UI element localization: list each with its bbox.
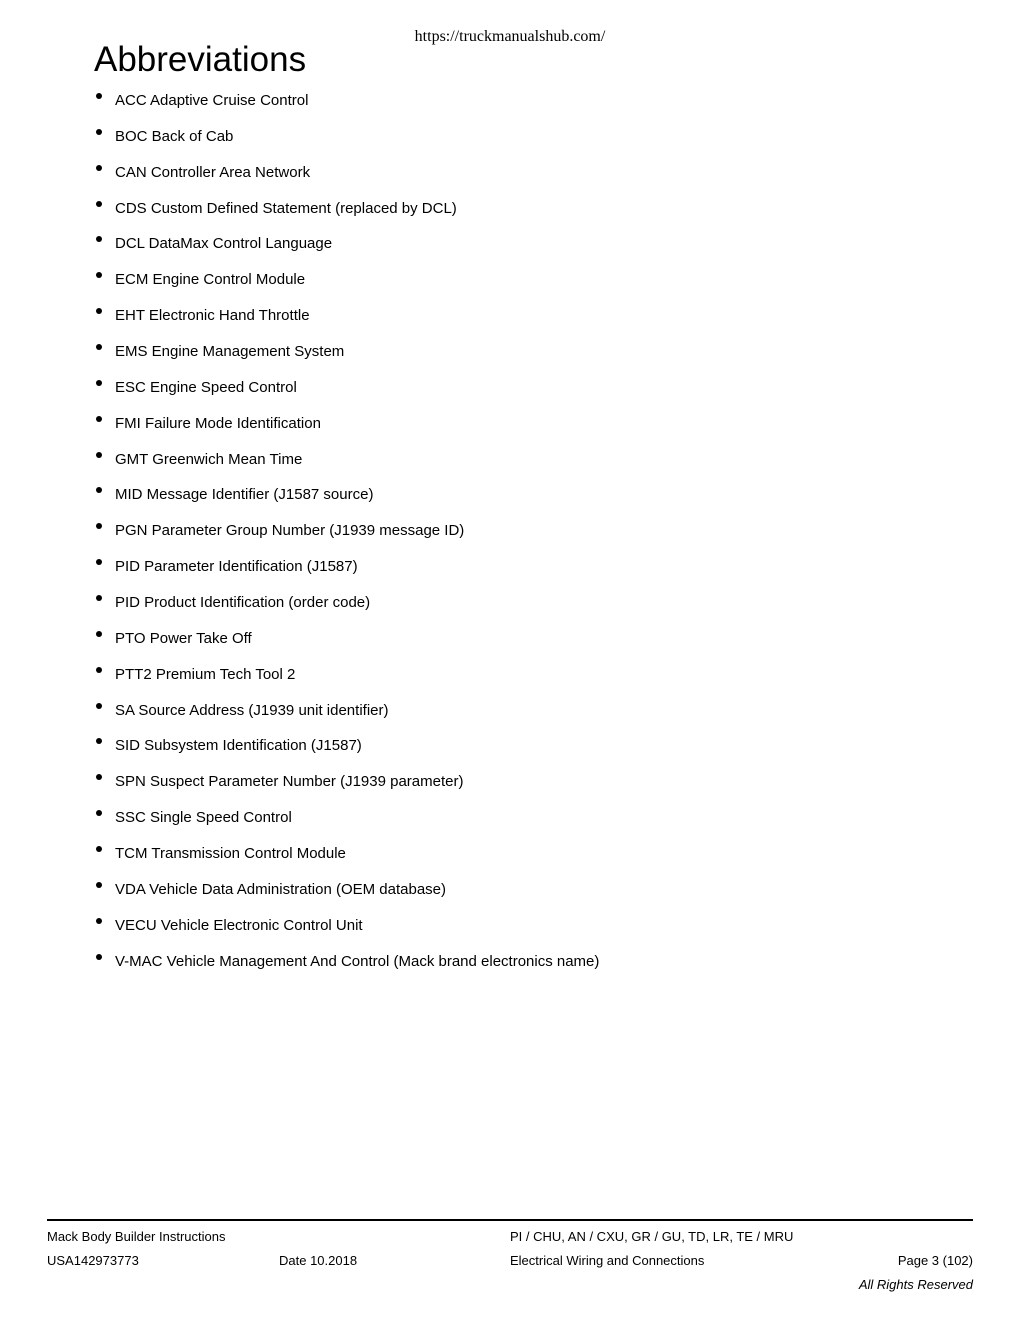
footer-divider bbox=[47, 1219, 973, 1221]
bullet-icon bbox=[96, 344, 102, 350]
abbreviation-item bbox=[94, 231, 599, 267]
abbreviation-text: MID Message Identifier (J1587 source) bbox=[115, 486, 374, 504]
bullet-icon bbox=[96, 93, 102, 99]
bullet-icon bbox=[96, 416, 102, 422]
footer-rights: All Rights Reserved bbox=[858, 1277, 973, 1292]
abbreviation-item bbox=[94, 375, 599, 411]
bullet-icon bbox=[96, 201, 102, 207]
abbreviation-item bbox=[94, 841, 599, 877]
abbreviation-text: VECU Vehicle Electronic Control Unit bbox=[115, 916, 363, 934]
bullet-icon bbox=[96, 487, 102, 493]
abbreviation-item bbox=[94, 303, 599, 339]
abbreviation-text: PTO Power Take Off bbox=[115, 629, 252, 647]
abbreviation-text: VDA Vehicle Data Administration (OEM database) bbox=[115, 880, 446, 898]
abbreviation-item bbox=[94, 447, 599, 483]
bullet-icon bbox=[96, 452, 102, 458]
abbreviation-item bbox=[94, 339, 599, 375]
abbreviation-text: TCM Transmission Control Module bbox=[115, 845, 346, 863]
abbreviation-item bbox=[94, 482, 599, 518]
abbreviation-text: DCL DataMax Control Language bbox=[115, 235, 333, 253]
abbreviation-item bbox=[94, 590, 599, 626]
bullet-icon bbox=[96, 595, 102, 601]
abbreviation-item bbox=[94, 124, 599, 160]
abbreviation-text: PID Parameter Identification (J1587) bbox=[115, 558, 358, 576]
bullet-icon bbox=[96, 954, 102, 960]
abbreviation-text: EHT Electronic Hand Throttle bbox=[115, 307, 310, 325]
abbreviation-item bbox=[94, 626, 599, 662]
bullet-icon bbox=[96, 272, 102, 278]
abbreviation-item bbox=[94, 196, 599, 232]
abbreviation-item bbox=[94, 267, 599, 303]
abbreviation-text: FMI Failure Mode Identification bbox=[115, 414, 321, 432]
abbreviation-text: SA Source Address (J1939 unit identifier) bbox=[115, 701, 389, 719]
abbreviation-item bbox=[94, 160, 599, 196]
bullet-icon bbox=[96, 165, 102, 171]
bullet-icon bbox=[96, 129, 102, 135]
footer-section: Electrical Wiring and Connections bbox=[510, 1253, 705, 1268]
abbreviation-text: CDS Custom Defined Statement (replaced by DCL) bbox=[115, 199, 457, 217]
abbreviation-text: PID Product Identification (order code) bbox=[115, 594, 371, 612]
abbreviation-item bbox=[94, 805, 599, 841]
watermark-url: https://truckmanualshub.com/ bbox=[414, 28, 606, 45]
bullet-icon bbox=[96, 667, 102, 673]
abbreviation-item bbox=[94, 518, 599, 554]
abbreviation-text: V-MAC Vehicle Management And Control (Mack brand electronics name) bbox=[115, 952, 600, 970]
abbreviation-item bbox=[94, 877, 599, 913]
bullet-icon bbox=[96, 774, 102, 780]
bullet-icon bbox=[96, 810, 102, 816]
bullet-icon bbox=[96, 738, 102, 744]
footer-document-number: USA142973773 bbox=[47, 1253, 139, 1268]
bullet-icon bbox=[96, 918, 102, 924]
abbreviation-item bbox=[94, 769, 599, 805]
abbreviation-item bbox=[94, 949, 599, 985]
abbreviation-item bbox=[94, 88, 599, 124]
bullet-icon bbox=[96, 308, 102, 314]
abbreviation-text: PGN Parameter Group Number (J1939 message ID) bbox=[115, 522, 465, 540]
abbreviation-list bbox=[94, 88, 599, 984]
abbreviation-text: SSC Single Speed Control bbox=[115, 809, 292, 827]
bullet-icon bbox=[96, 236, 102, 242]
bullet-icon bbox=[96, 380, 102, 386]
footer-publication: Mack Body Builder Instructions bbox=[47, 1229, 226, 1244]
abbreviation-text: ECM Engine Control Module bbox=[115, 271, 306, 289]
bullet-icon bbox=[96, 559, 102, 565]
abbreviation-text: CAN Controller Area Network bbox=[115, 163, 311, 181]
footer-models: PI / CHU, AN / CXU, GR / GU, TD, LR, TE / MRU bbox=[510, 1229, 794, 1244]
abbreviation-item bbox=[94, 913, 599, 949]
abbreviation-text: ACC Adaptive Cruise Control bbox=[115, 92, 309, 109]
abbreviation-item bbox=[94, 554, 599, 590]
abbreviation-item bbox=[94, 698, 599, 734]
abbreviation-item bbox=[94, 662, 599, 698]
abbreviation-text: BOC Back of Cab bbox=[115, 127, 234, 145]
abbreviation-text: SPN Suspect Parameter Number (J1939 parameter) bbox=[115, 773, 464, 791]
footer-page-number: Page 3 (102) bbox=[897, 1253, 973, 1268]
abbreviation-text: PTT2 Premium Tech Tool 2 bbox=[115, 665, 296, 683]
page-title: Abbreviations bbox=[94, 40, 307, 79]
abbreviation-item bbox=[94, 411, 599, 447]
abbreviation-item bbox=[94, 733, 599, 769]
abbreviation-text: GMT Greenwich Mean Time bbox=[115, 450, 303, 468]
abbreviation-text: ESC Engine Speed Control bbox=[115, 378, 297, 396]
abbreviation-text: EMS Engine Management System bbox=[115, 343, 345, 361]
bullet-icon bbox=[96, 631, 102, 637]
bullet-icon bbox=[96, 846, 102, 852]
footer-date: Date 10.2018 bbox=[279, 1253, 358, 1268]
abbreviation-text: SID Subsystem Identification (J1587) bbox=[115, 737, 362, 755]
bullet-icon bbox=[96, 703, 102, 709]
bullet-icon bbox=[96, 882, 102, 888]
bullet-icon bbox=[96, 523, 102, 529]
